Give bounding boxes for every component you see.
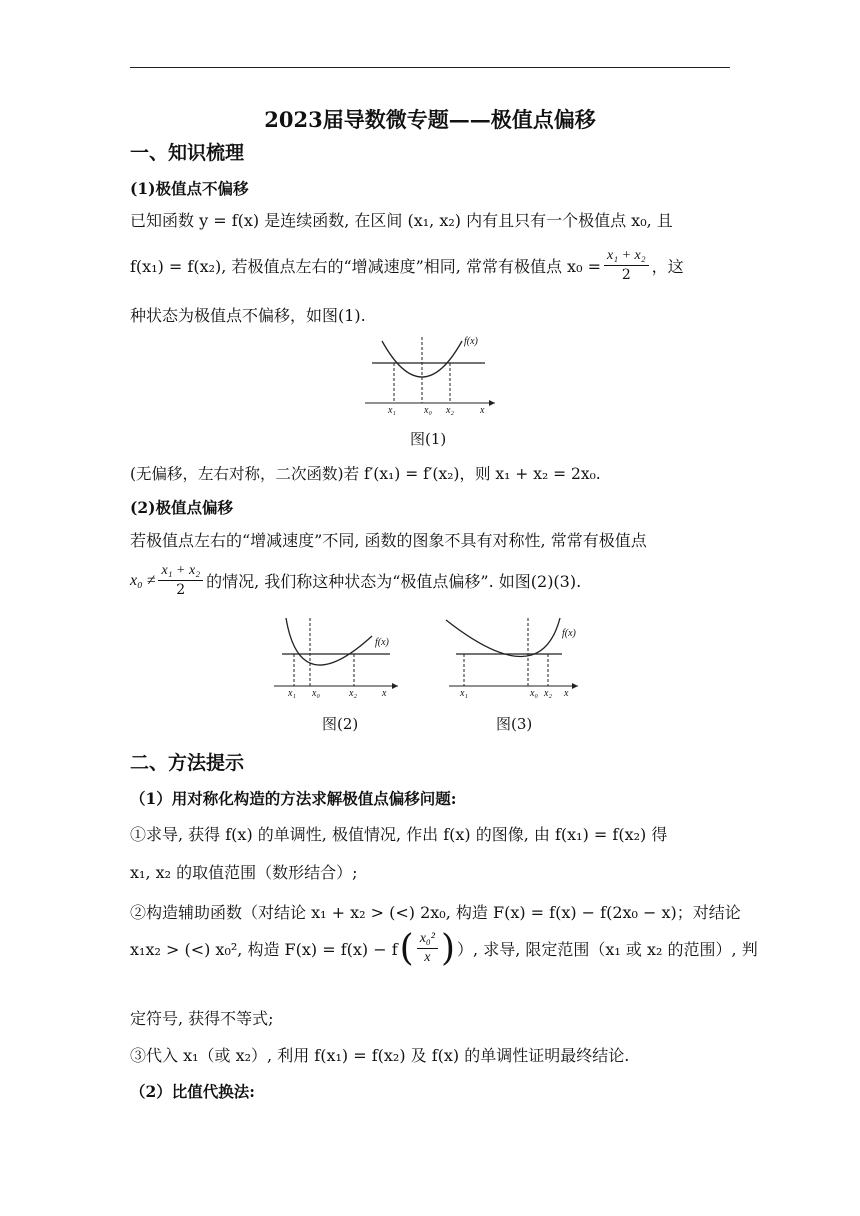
fraction-numerator: x₀² — [417, 930, 438, 949]
method1-step1b: x₁, x₂ 的取值范围（数形结合）; — [130, 863, 358, 882]
fraction-denominator: x — [424, 950, 431, 965]
figure-1 — [360, 333, 500, 417]
x2-label: x₂ — [349, 688, 357, 699]
fig1-caption: 图(1) — [410, 430, 447, 448]
fx-label: f(x) — [464, 336, 478, 347]
x-axis-arrow — [572, 683, 578, 689]
fx-label: f(x) — [375, 637, 389, 648]
page-title: 2023届导数微专题——极值点偏移 — [264, 107, 596, 132]
right-paren: ) — [441, 927, 456, 969]
sub2-line2-lhs: x₀ ≠ — [130, 571, 156, 589]
sub1-line1: 已知函数 y = f(x) 是连续函数, 在区间 (x₁, x₂) 内有且只有一个极值点 x₀, 且 — [130, 211, 673, 230]
method1-step2c: 定符号, 获得不等式; — [130, 1009, 274, 1028]
sub1-line3: 种状态为极值点不偏移，如图(1). — [130, 306, 366, 325]
figure-2 — [272, 614, 402, 702]
fraction — [604, 247, 649, 284]
fraction-denominator: 2 — [176, 582, 186, 598]
sub1-line2-tail: ，这 — [651, 257, 684, 276]
fraction — [417, 930, 438, 967]
sub2-line2 — [130, 562, 581, 599]
fig2-caption: 图(2) — [322, 715, 359, 733]
fraction-numerator: x₁ + x₂ — [158, 562, 203, 581]
section2-heading: 二、方法提示 — [130, 752, 245, 774]
left-paren: ( — [399, 927, 414, 969]
sub1-heading: (1)极值点不偏移 — [130, 179, 249, 198]
section1-heading: 一、知识梳理 — [130, 142, 245, 164]
x1-label: x₁ — [288, 688, 296, 699]
method1-step2a: ②构造辅助函数（对结论 x₁ + x₂ > (<) 2x₀, 构造 F(x) = f(x) − f(2x₀ − x)；对结论 — [130, 903, 741, 922]
curve — [446, 618, 560, 657]
x1-label: x₁ — [460, 688, 468, 699]
method1-step1a: ①求导, 获得 f(x) 的单调性, 极值情况, 作出 f(x) 的图像, 由 f(x₁) = f(x₂) 得 — [130, 825, 668, 844]
x-label: x — [564, 688, 569, 699]
method1-step2b-pre: x₁x₂ > (<) x₀², 构造 F(x) = f(x) − f — [130, 940, 398, 959]
method1-step2b-post: ）, 求导, 限定范围（x₁ 或 x₂ 的范围）, 判 — [457, 940, 758, 959]
fig3-caption: 图(3) — [496, 715, 533, 733]
curve — [286, 618, 372, 665]
x2-label: x₂ — [544, 688, 552, 699]
method1-step2b — [130, 927, 758, 969]
sub2-line2-tail: 的情况, 我们称这种状态为“极值点偏移”. 如图(2)(3). — [206, 572, 582, 591]
x-axis-arrow — [392, 683, 398, 689]
sub2-heading: (2)极值点偏移 — [130, 498, 233, 517]
fx-label: f(x) — [562, 628, 576, 639]
method1-heading: （1）用对称化构造的方法求解极值点偏移问题: — [130, 789, 457, 808]
x0-label: x₀ — [530, 688, 538, 699]
method1-step3: ③代入 x₁（或 x₂）, 利用 f(x₁) = f(x₂) 及 f(x) 的单调性证明最终结论. — [130, 1046, 630, 1065]
x-axis-arrow — [489, 400, 495, 406]
fraction — [158, 562, 203, 599]
figure-3 — [444, 614, 584, 702]
x0-label: x₀ — [424, 405, 432, 416]
fraction-denominator: 2 — [621, 267, 631, 283]
x2-label: x₂ — [446, 405, 454, 416]
fraction-numerator: x₁ + x₂ — [604, 247, 649, 266]
x0-label: x₀ — [312, 688, 320, 699]
method2-heading: （2）比值代换法: — [130, 1082, 256, 1101]
x1-label: x₁ — [388, 405, 396, 416]
sub1-line2-text: f(x₁) = f(x₂), 若极值点左右的“增减速度”相同, 常常有极值点 x₀ = — [130, 257, 601, 276]
x-label: x — [480, 405, 485, 416]
sub2-line1: 若极值点左右的“增减速度”不同, 函数的图象不具有对称性, 常常有极值点 — [130, 531, 647, 550]
x-label: x — [382, 688, 387, 699]
header-rule — [130, 67, 730, 68]
sub1-line2 — [130, 247, 684, 284]
sub1-note: (无偏移，左右对称，二次函数)若 f′(x₁) = f′(x₂)，则 x₁ + x₂ = 2x₀. — [130, 465, 601, 483]
